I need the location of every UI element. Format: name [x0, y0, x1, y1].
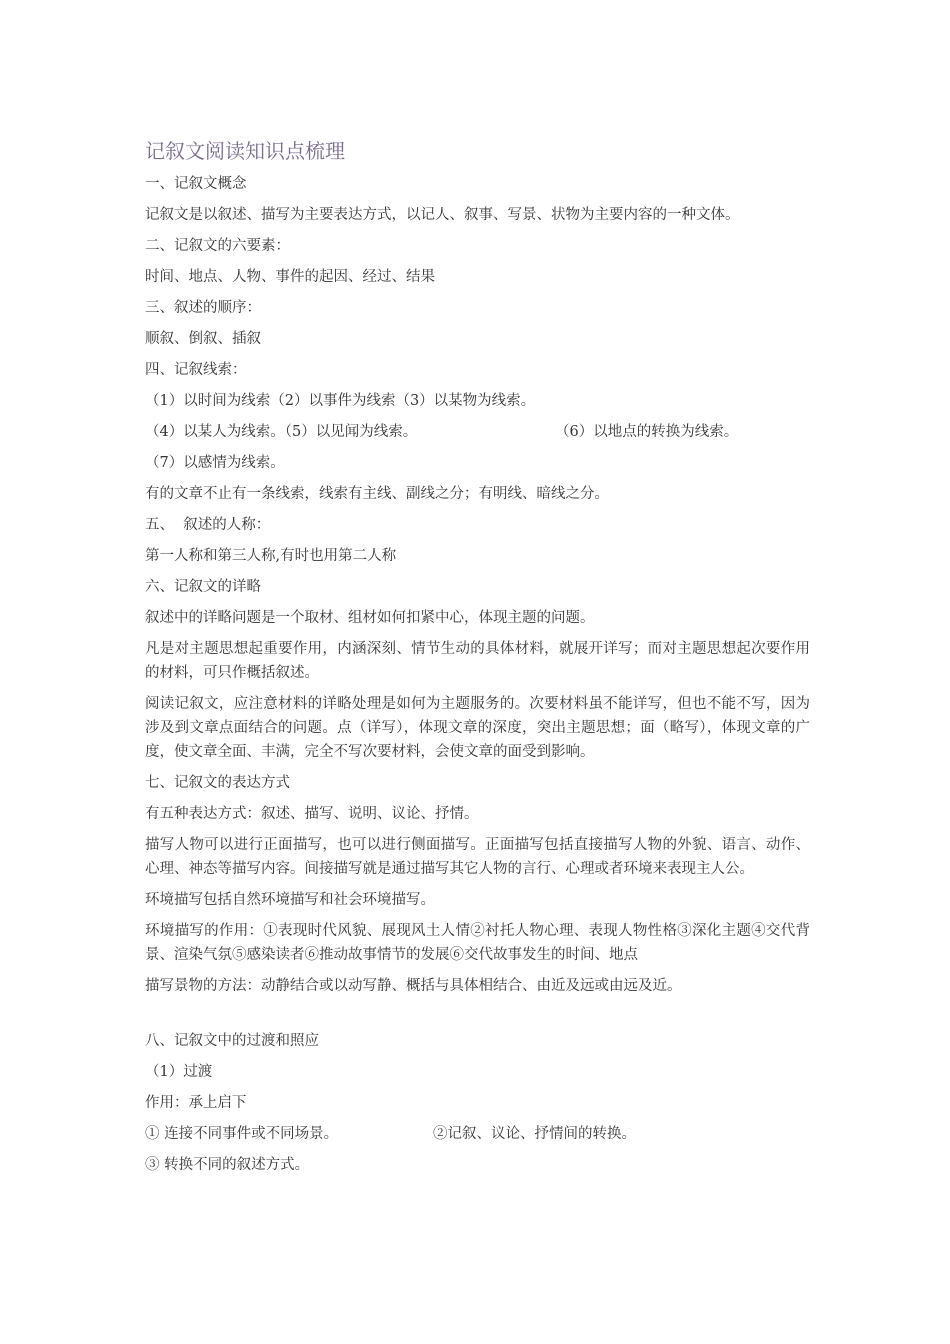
document-title: 记叙文阅读知识点梳理 — [145, 139, 345, 163]
section-1-heading: 一、记叙文概念 — [145, 176, 247, 192]
section-7-heading: 七、记叙文的表达方式 — [145, 775, 290, 791]
section-7-paragraph-1: 有五种表达方式：叙述、描写、说明、议论、抒情。 — [145, 806, 479, 822]
section-8-item-2: ②记叙、议论、抒情间的转换。 — [433, 1126, 636, 1142]
section-4-clue-line-2a: （4）以某人为线索。（5）以见闻为线索。 — [145, 424, 418, 440]
section-6-paragraph-1: 叙述中的详略问题是一个取材、组材如何扣紧中心，体现主题的问题。 — [145, 610, 595, 626]
section-8-effect: 作用：承上启下 — [145, 1095, 247, 1111]
section-8-heading: 八、记叙文中的过渡和照应 — [145, 1033, 319, 1049]
section-8-item-1: ① 连接不同事件或不同场景。 — [145, 1126, 339, 1142]
section-4-heading: 四、记叙线索： — [145, 362, 247, 378]
section-3-heading: 三、叙述的顺序： — [145, 300, 261, 316]
section-2-body: 时间、地点、人物、事件的起因、经过、结果 — [145, 269, 435, 285]
section-8-items-row — [145, 1122, 810, 1146]
section-7-paragraph-2: 描写人物可以进行正面描写，也可以进行侧面描写。正面描写包括直接描写人物的外貌、语言、动作、心理、神态等描写内容。间接描写就是通过描写其它人物的言行、心理或者环境来表现主人公。 — [145, 837, 810, 877]
section-7-paragraph-5: 描写景物的方法：动静结合或以动写静、概括与具体相结合、由近及远或由远及近。 — [145, 978, 682, 994]
section-5-heading: 五、 叙述的人称： — [145, 517, 271, 533]
blank-line — [145, 1005, 810, 1029]
section-4-note: 有的文章不止有一条线索，线索有主线、副线之分；有明线、暗线之分。 — [145, 486, 609, 502]
section-4-clue-line-3: （7）以感情为线索。 — [145, 455, 285, 471]
section-3-body: 顺叙、倒叙、插叙 — [145, 331, 261, 347]
section-6-heading: 六、记叙文的详略 — [145, 579, 261, 595]
section-5-body: 第一人称和第三人称,有时也用第二人称 — [145, 548, 397, 564]
section-2-heading: 二、记叙文的六要素： — [145, 238, 290, 254]
section-7-paragraph-3: 环境描写包括自然环境描写和社会环境描写。 — [145, 892, 435, 908]
document-body — [145, 136, 810, 1184]
section-4-clue-line-2 — [145, 420, 810, 444]
section-7-paragraph-4: 环境描写的作用：①表现时代风貌、展现风土人情②衬托人物心理、表现人物性格③深化主题④交代背景、渲染气氛⑤感染读者⑥推动故事情节的发展⑥交代故事发生的时间、地点 — [145, 923, 810, 963]
section-6-paragraph-2: 凡是对主题思想起重要作用，内涵深刻、情节生动的具体材料，就展开详写；而对主题思想起次要作用的材料，可只作概括叙述。 — [145, 641, 810, 681]
section-8-item-3: ③ 转换不同的叙述方式。 — [145, 1157, 310, 1173]
section-4-clue-line-1: （1）以时间为线索（2）以事件为线索（3）以某物为线索。 — [145, 393, 536, 409]
section-4-clue-line-2b: （6）以地点的转换为线索。 — [555, 424, 739, 440]
section-1-body: 记叙文是以叙述、描写为主要表达方式，以记人、叙事、写景、状物为主要内容的一种文体。 — [145, 207, 740, 223]
section-6-paragraph-3: 阅读记叙文，应注意材料的详略处理是如何为主题服务的。次要材料虽不能详写，但也不能不写，因为涉及到文章点面结合的问题。点（详写），体现文章的深度，突出主题思想；面（略写），体现文章的广度，使文章全面、丰满，完全不写次要材料，会使文章的面受到影响。 — [145, 696, 810, 760]
section-8-subheading-1: （1）过渡 — [145, 1064, 213, 1080]
